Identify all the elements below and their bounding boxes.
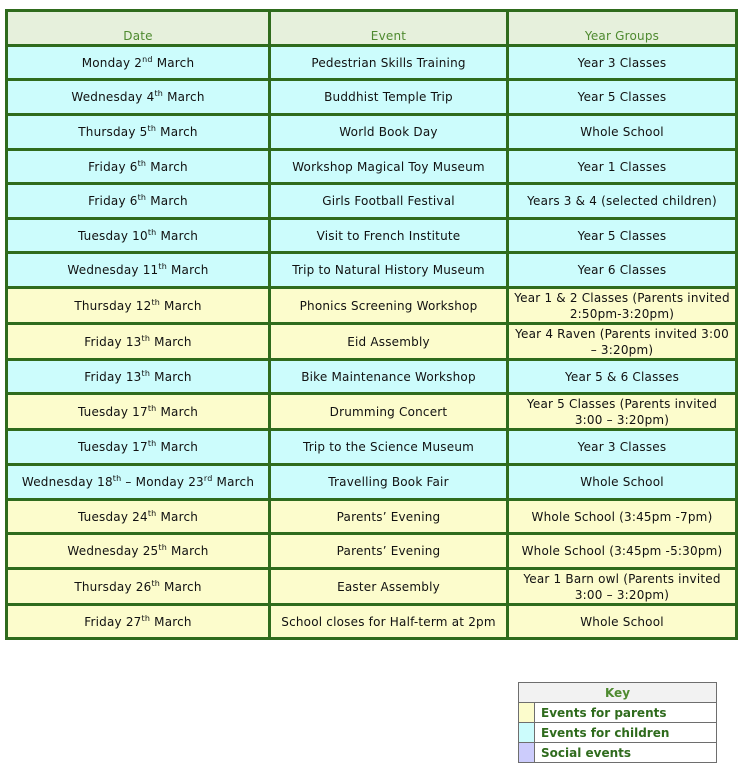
ordinal-suffix: th: [141, 333, 151, 343]
date-text: – Monday 23: [121, 475, 204, 489]
year-groups-cell: Year 6 Classes: [508, 253, 737, 288]
header-row: [7, 11, 737, 46]
date-text: Friday 6: [88, 159, 138, 174]
date-cell: [7, 534, 270, 569]
date-text: March: [156, 404, 199, 419]
ordinal-suffix: th: [147, 227, 157, 237]
event-cell: Easter Assembly: [270, 569, 508, 605]
event-cell: Workshop Magical Toy Museum: [270, 150, 508, 184]
year-groups-cell: Year 1 Classes: [508, 150, 737, 184]
event-cell: Parents’ Evening: [270, 534, 508, 569]
date-text: March: [156, 228, 199, 243]
event-cell: Drumming Concert: [270, 394, 508, 430]
ordinal-suffix: th: [137, 158, 147, 168]
year-groups-cell: Whole School: [508, 605, 737, 639]
table-row: [7, 288, 737, 324]
date-cell: [7, 465, 270, 500]
table-row: [7, 430, 737, 465]
date-cell: [7, 324, 270, 360]
table-row: [7, 569, 737, 605]
year-groups-cell: Year 5 Classes: [508, 219, 737, 253]
parents-swatch: [519, 703, 535, 723]
event-cell: Phonics Screening Workshop: [270, 288, 508, 324]
table-row: [7, 253, 737, 288]
date-text: Friday 27: [84, 614, 142, 629]
event-cell: Bike Maintenance Workshop: [270, 360, 508, 394]
year-groups-cell: Year 4 Raven (Parents invited 3:00 – 3:20pm): [508, 324, 737, 360]
year-groups-cell: Year 3 Classes: [508, 430, 737, 465]
event-header: Event: [270, 11, 508, 46]
ordinal-suffix: th: [112, 474, 122, 483]
date-text: Friday 6: [88, 194, 138, 208]
date-cell: [7, 394, 270, 430]
date-cell: [7, 115, 270, 150]
year-groups-header: Year Groups: [508, 11, 737, 46]
date-text: Friday 13: [84, 369, 142, 384]
date-text: Tuesday 17: [77, 404, 148, 419]
year-groups-cell: Year 5 & 6 Classes: [508, 360, 737, 394]
ordinal-suffix: th: [158, 262, 167, 271]
date-cell: [7, 219, 270, 253]
table-row: [7, 605, 737, 639]
date-cell: [7, 500, 270, 534]
table-row: [7, 219, 737, 253]
event-cell: Travelling Book Fair: [270, 465, 508, 500]
social-swatch: [519, 743, 535, 763]
ordinal-suffix: th: [154, 89, 164, 98]
date-text: Friday 13: [84, 334, 142, 349]
table-row: [7, 465, 737, 500]
date-header: Date: [7, 11, 270, 46]
key-item: [519, 723, 717, 743]
ordinal-suffix: nd: [142, 54, 153, 64]
event-cell: Trip to Natural History Museum: [270, 253, 508, 288]
ordinal-suffix: th: [137, 193, 147, 202]
date-text: March: [160, 298, 202, 313]
date-cell: [7, 569, 270, 605]
year-groups-cell: Year 3 Classes: [508, 46, 737, 80]
date-text: Tuesday 10: [77, 228, 148, 243]
date-text: March: [156, 509, 199, 524]
table-row: [7, 324, 737, 360]
date-text: March: [146, 159, 188, 174]
date-text: Tuesday 24: [77, 509, 148, 524]
date-text: March: [163, 90, 205, 104]
date-cell: [7, 430, 270, 465]
table-row: [7, 115, 737, 150]
date-cell: [7, 253, 270, 288]
ordinal-suffix: rd: [203, 474, 213, 483]
ordinal-suffix: th: [141, 613, 151, 623]
event-cell: School closes for Half-term at 2pm: [270, 605, 508, 639]
year-groups-cell: Years 3 & 4 (selected children): [508, 184, 737, 219]
table-row: [7, 394, 737, 430]
date-text: Tuesday 17: [77, 440, 148, 454]
date-cell: [7, 150, 270, 184]
date-text: March: [166, 544, 209, 558]
date-cell: [7, 288, 270, 324]
year-groups-cell: Year 1 & 2 Classes (Parents invited 2:50pm-3:20pm): [508, 288, 737, 324]
date-text: Thursday 26: [74, 579, 152, 594]
table-row: [7, 360, 737, 394]
table-row: [7, 46, 737, 80]
ordinal-suffix: th: [147, 439, 157, 448]
ordinal-suffix: th: [147, 124, 157, 133]
year-groups-cell: Whole School: [508, 115, 737, 150]
event-cell: Visit to French Institute: [270, 219, 508, 253]
key-title: Key: [519, 683, 717, 703]
key-label-social: Social events: [535, 743, 717, 763]
date-text: Thursday 12: [74, 298, 152, 313]
year-groups-cell: Year 1 Barn owl (Parents invited 3:00 – 3:20pm): [508, 569, 737, 605]
year-groups-cell: Year 5 Classes: [508, 80, 737, 115]
date-text: March: [156, 125, 198, 139]
date-cell: [7, 360, 270, 394]
date-cell: [7, 80, 270, 115]
events-table: [5, 9, 738, 640]
year-groups-cell: Whole School (3:45pm -5:30pm): [508, 534, 737, 569]
event-cell: Buddhist Temple Trip: [270, 80, 508, 115]
year-groups-cell: Year 5 Classes (Parents invited 3:00 – 3:20pm): [508, 394, 737, 430]
event-cell: World Book Day: [270, 115, 508, 150]
date-text: March: [166, 263, 209, 277]
date-text: March: [156, 440, 199, 454]
date-text: March: [150, 614, 192, 629]
date-text: March: [160, 579, 202, 594]
event-cell: Girls Football Festival: [270, 184, 508, 219]
date-text: March: [150, 334, 192, 349]
event-cell: Eid Assembly: [270, 324, 508, 360]
event-cell: Trip to the Science Museum: [270, 430, 508, 465]
date-text: March: [146, 194, 188, 208]
ordinal-suffix: th: [151, 297, 161, 307]
date-cell: [7, 184, 270, 219]
key-item: [519, 743, 717, 763]
table-row: [7, 534, 737, 569]
event-cell: Pedestrian Skills Training: [270, 46, 508, 80]
key-table: [518, 682, 717, 763]
year-groups-cell: Whole School: [508, 465, 737, 500]
date-text: Thursday 5: [78, 125, 148, 139]
table-row: [7, 184, 737, 219]
key-label-children: Events for children: [535, 723, 717, 743]
table-row: [7, 500, 737, 534]
key-label-parents: Events for parents: [535, 703, 717, 723]
date-text: March: [212, 475, 255, 489]
key-item: [519, 703, 717, 723]
date-text: Wednesday 25: [67, 544, 159, 558]
ordinal-suffix: th: [151, 578, 161, 588]
date-cell: [7, 46, 270, 80]
event-cell: Parents’ Evening: [270, 500, 508, 534]
date-text: March: [152, 55, 195, 70]
ordinal-suffix: th: [147, 508, 157, 518]
date-text: Monday 2: [81, 55, 143, 70]
date-cell: [7, 605, 270, 639]
ordinal-suffix: th: [141, 368, 151, 378]
children-swatch: [519, 723, 535, 743]
ordinal-suffix: th: [147, 403, 157, 413]
table-row: [7, 80, 737, 115]
date-text: Wednesday 4: [71, 90, 155, 104]
date-text: March: [150, 369, 192, 384]
date-text: Wednesday 11: [67, 263, 159, 277]
date-text: Wednesday 18: [21, 475, 113, 489]
ordinal-suffix: th: [158, 543, 167, 552]
year-groups-cell: Whole School (3:45pm -7pm): [508, 500, 737, 534]
table-row: [7, 150, 737, 184]
